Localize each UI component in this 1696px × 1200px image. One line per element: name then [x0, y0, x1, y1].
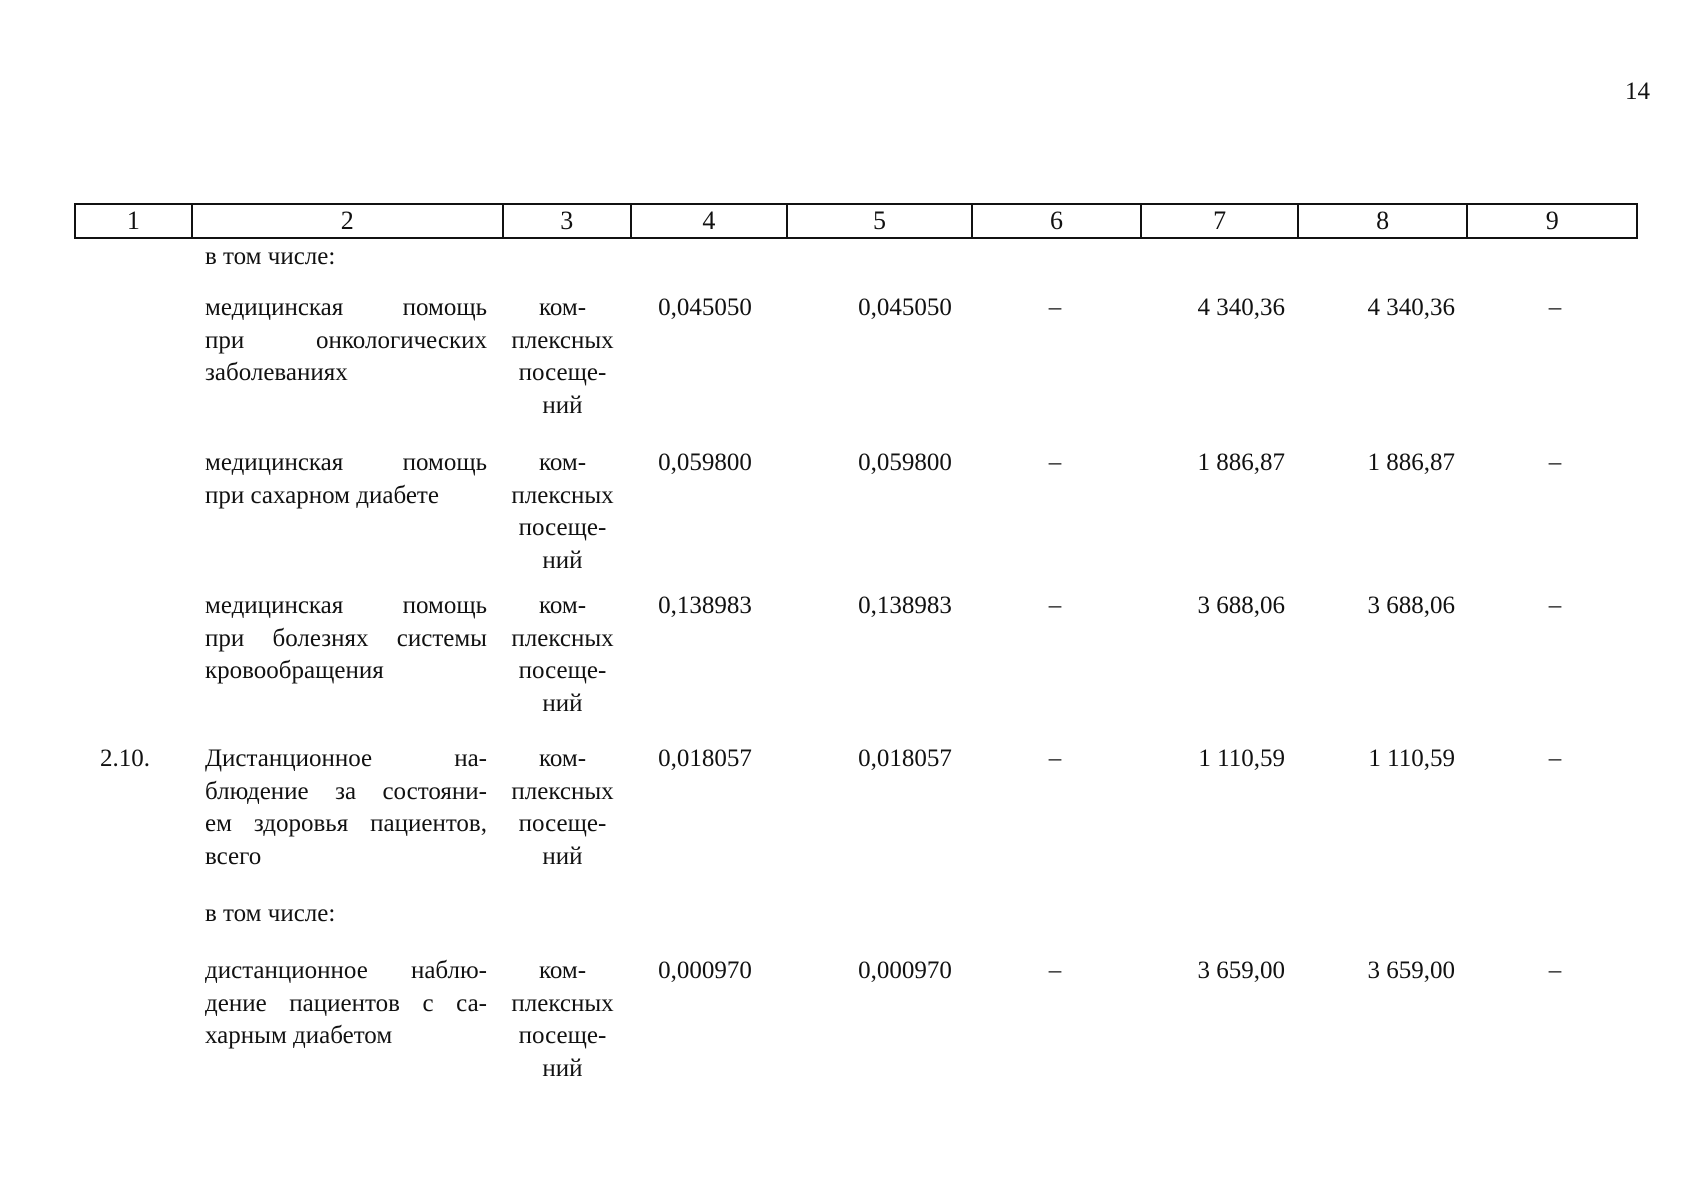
row-unit-line: плексных — [511, 777, 614, 805]
row-name-word: здоровья — [253, 810, 349, 837]
row-col-7: 1 110,59 — [1198, 745, 1285, 772]
row-unit-line: ком- — [538, 449, 587, 476]
row-name-line — [205, 655, 487, 688]
row-name-word: состояни- — [382, 777, 487, 805]
row-name-line — [205, 480, 487, 513]
row-col-7: 3 688,06 — [1197, 592, 1285, 619]
row-unit — [500, 955, 625, 1085]
row-unit-line: ний — [542, 546, 583, 574]
page-number: 14 — [1625, 78, 1650, 105]
row-unit-line: посеще- — [518, 810, 607, 837]
row-col-7: 4 340,36 — [1197, 294, 1285, 321]
row-name-line — [205, 357, 487, 390]
row-name-word: на- — [454, 745, 487, 772]
header-col-2: 2 — [191, 205, 502, 237]
row-unit-line: ком- — [538, 957, 587, 984]
row-name-line — [205, 808, 487, 841]
row-col-5: 0,018057 — [858, 745, 952, 772]
row-name-line — [205, 988, 487, 1021]
row-col-6: – — [1048, 957, 1062, 984]
row-col-5: 0,000970 — [858, 957, 952, 984]
row-name — [205, 743, 487, 873]
header-col-4: 4 — [630, 205, 787, 237]
row-col-5: 0,045050 — [858, 294, 952, 321]
row-name-word: Дистанционное — [205, 745, 373, 772]
row-name-line — [205, 623, 487, 656]
row-name-word: всего — [205, 842, 262, 870]
row-name-word: помощь — [402, 294, 487, 321]
row-unit-line: плексных — [511, 624, 614, 652]
row-col-4: 0,138983 — [658, 592, 752, 619]
row-name-line — [205, 743, 487, 776]
row-name-line — [205, 955, 487, 988]
header-col-6: 6 — [971, 205, 1141, 237]
row-col-5: 0,059800 — [858, 449, 952, 476]
row-col-6: – — [1048, 745, 1062, 772]
row-unit-line: плексных — [511, 326, 614, 354]
row-col-7: 3 659,00 — [1197, 957, 1285, 984]
row-col-8: 3 659,00 — [1367, 957, 1455, 984]
including-label-1: в том числе: — [205, 243, 336, 270]
row-col-6: – — [1048, 449, 1062, 476]
row-unit — [500, 447, 625, 577]
row-name-word: медицинская — [205, 294, 344, 321]
row-unit-line: ком- — [538, 592, 587, 619]
header-col-5: 5 — [786, 205, 971, 237]
row-number: 2.10. — [100, 745, 150, 772]
row-col-9: – — [1548, 449, 1562, 476]
row-name — [205, 447, 487, 512]
row-name-word: системы — [396, 624, 487, 652]
table-header-row — [74, 203, 1638, 239]
header-col-7: 7 — [1140, 205, 1297, 237]
row-unit-line: ний — [542, 689, 583, 717]
row-name — [205, 590, 487, 688]
row-name-word: болезнях — [272, 624, 369, 652]
row-name-word: при — [205, 624, 245, 652]
including-label-2: в том числе: — [205, 900, 336, 927]
row-name — [205, 955, 487, 1053]
row-unit — [500, 590, 625, 720]
row-name-word: дистанционное — [205, 957, 368, 984]
row-col-5: 0,138983 — [858, 592, 952, 619]
row-name-line — [205, 776, 487, 809]
header-col-1: 1 — [126, 206, 140, 235]
row-col-7: 1 886,87 — [1197, 449, 1285, 476]
row-unit-line: посеще- — [518, 1022, 607, 1049]
row-col-4: 0,059800 — [658, 449, 752, 476]
row-col-8: 4 340,36 — [1367, 294, 1455, 321]
row-unit-line: посеще- — [518, 359, 607, 386]
row-col-6: – — [1048, 294, 1062, 321]
header-col-9: 9 — [1466, 205, 1636, 237]
row-col-4: 0,045050 — [658, 294, 752, 321]
header-col-8: 8 — [1297, 205, 1467, 237]
row-unit-line: плексных — [511, 989, 614, 1017]
row-name — [205, 292, 487, 390]
row-unit — [500, 743, 625, 873]
row-col-8: 1 886,87 — [1367, 449, 1455, 476]
row-unit-line: посеще- — [518, 657, 607, 684]
row-name-line — [205, 841, 487, 874]
row-name-line — [205, 292, 487, 325]
row-col-4: 0,018057 — [658, 745, 752, 772]
row-name-word: онкологических — [316, 326, 487, 354]
row-name-word: блюдение — [205, 777, 309, 805]
row-name-word: медицинская — [205, 449, 344, 476]
header-col-3: 3 — [502, 205, 630, 237]
row-col-4: 0,000970 — [658, 957, 752, 984]
row-unit-line: ний — [542, 391, 583, 419]
row-unit-line: ком- — [538, 745, 587, 772]
row-unit-line: плексных — [511, 481, 614, 509]
row-name-word: заболеваниях — [205, 359, 348, 386]
row-name-word: наблю- — [410, 957, 487, 984]
row-unit-line: ний — [542, 842, 583, 870]
row-col-9: – — [1548, 957, 1562, 984]
row-col-6: – — [1048, 592, 1062, 619]
row-col-9: – — [1548, 745, 1562, 772]
row-name-word: са- — [456, 989, 487, 1017]
row-name-word: пациентов — [289, 989, 400, 1017]
row-name-word: харным диабетом — [205, 1022, 393, 1049]
row-unit-line: ний — [542, 1054, 583, 1082]
row-unit-line: ком- — [538, 294, 587, 321]
row-name-word: кровообращения — [205, 657, 384, 684]
row-name-word: пациентов, — [370, 810, 487, 837]
row-unit-line: посеще- — [518, 514, 607, 541]
row-col-8: 1 110,59 — [1368, 745, 1455, 772]
row-name-line — [205, 325, 487, 358]
row-col-9: – — [1548, 294, 1562, 321]
row-name-word: при сахарном диабете — [205, 481, 439, 509]
row-name-line — [205, 1020, 487, 1053]
row-name-word: за — [335, 777, 357, 805]
row-name-word: с — [422, 989, 434, 1017]
row-col-8: 3 688,06 — [1367, 592, 1455, 619]
row-name-word: при — [205, 326, 245, 354]
row-name-word: ем — [205, 810, 232, 837]
row-name-word: помощь — [402, 592, 487, 619]
row-name-line — [205, 447, 487, 480]
row-col-9: – — [1548, 592, 1562, 619]
row-unit — [500, 292, 625, 422]
row-name-word: медицинская — [205, 592, 344, 619]
row-name-word: дение — [205, 989, 267, 1017]
row-name-line — [205, 590, 487, 623]
row-name-word: помощь — [402, 449, 487, 476]
